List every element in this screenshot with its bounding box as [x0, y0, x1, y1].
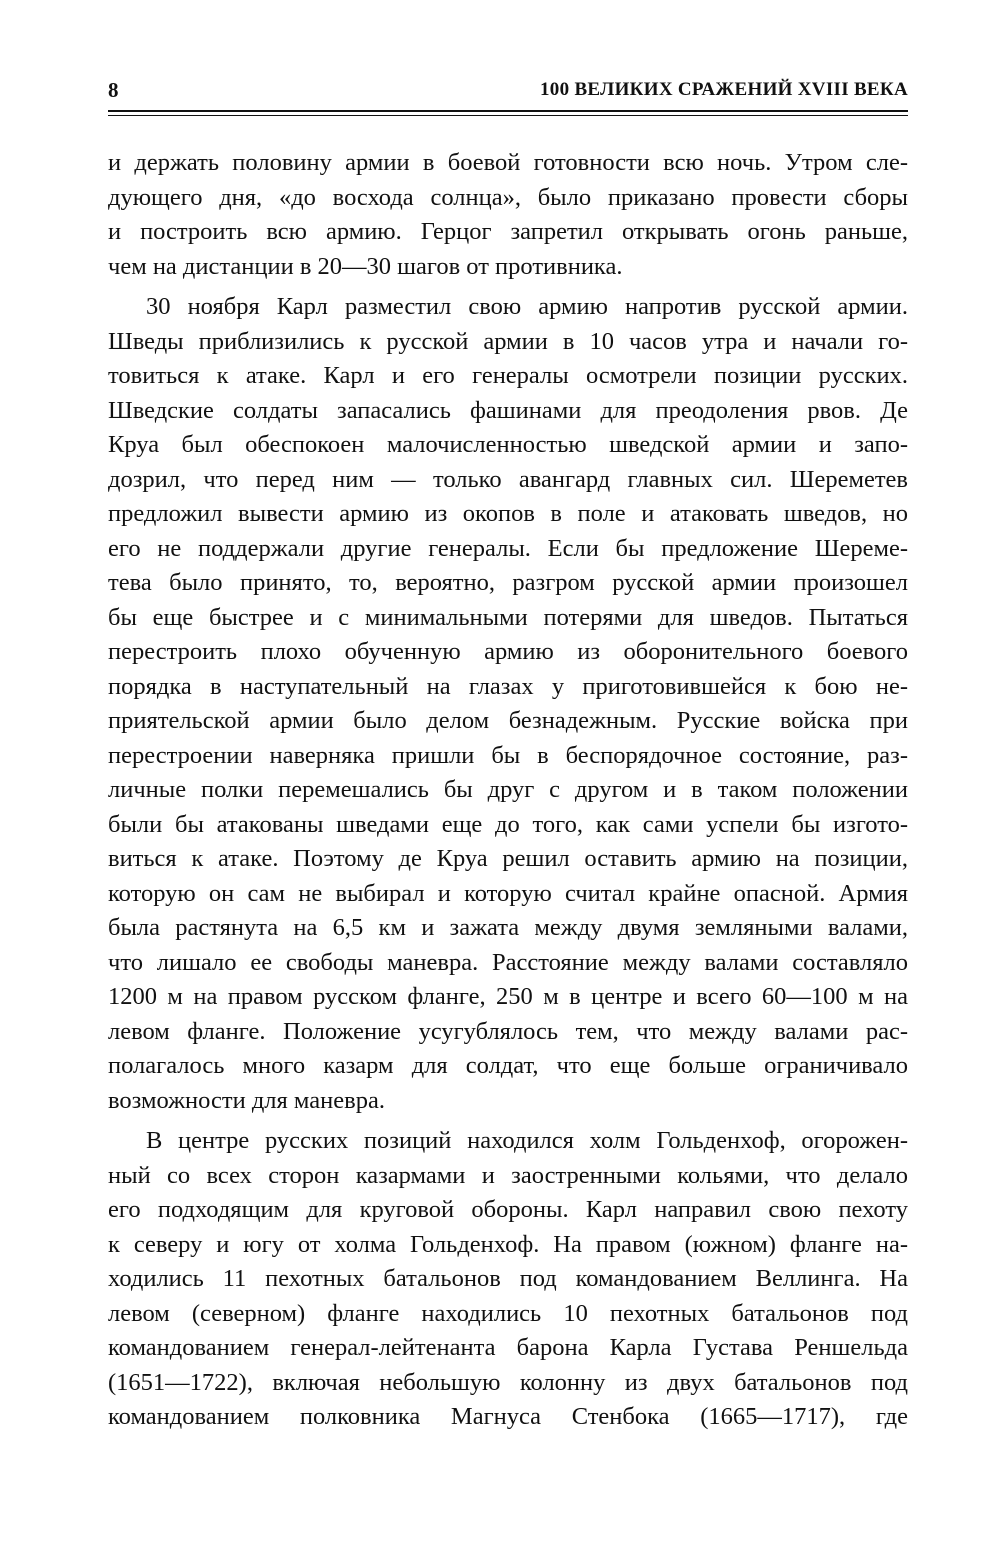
header-rule-thick — [108, 110, 908, 112]
text-line: порядка в наступательный на глазах у приготовившейся к бою не- — [108, 672, 908, 700]
running-head — [108, 76, 908, 104]
text-line: командованием генерал-лейтенанта барона Карла Густава Реншельда — [108, 1334, 908, 1361]
text-line: бы еще быстрее и с минимальными потерями для шведов. Пытаться — [108, 603, 908, 631]
text-line: командованием полковника Магнуса Стенбока (1665—1717), где — [108, 1403, 908, 1430]
header-rule-thin — [108, 115, 908, 116]
text-line: и построить всю армию. Герцог запретил открывать огонь раньше, — [108, 218, 908, 245]
text-line: 30 ноября Карл разместил свою армию напротив русской армии. — [146, 293, 908, 320]
text-line: Круа был обеспокоен малочисленностью шведской армии и запо- — [108, 431, 908, 458]
text-line: его не поддержали другие генералы. Если бы предложение Шереме- — [108, 534, 908, 562]
paragraph — [108, 1118, 908, 1435]
body-text — [108, 146, 908, 1435]
text-line: личные полки перемешались бы друг с другом и в таком положении — [108, 776, 908, 803]
text-line: товиться к атаке. Карл и его генералы осмотрели позиции русских. — [108, 362, 908, 389]
text-line: виться к атаке. Поэтому де Круа решил оставить армию на позиции, — [108, 845, 908, 872]
text-line: 1200 м на правом русском фланге, 250 м в центре и всего 60—100 м на — [108, 983, 908, 1010]
text-line: тева было принято, то, вероятно, разгром русской армии произошел — [108, 569, 908, 596]
text-line: перестроении наверняка пришли бы в беспорядочное состояние, раз- — [108, 741, 908, 769]
page-number: 8 — [108, 78, 119, 102]
text-line: была растянута на 6,5 км и зажата между двумя земляными валами, — [108, 914, 908, 941]
text-line: ный со всех сторон казармами и заостренными кольями, что делало — [108, 1161, 908, 1189]
text-line: что лишало ее свободы маневра. Расстояние между валами составляло — [108, 948, 908, 976]
paragraph — [108, 146, 908, 284]
text-line: перестроить плохо обученную армию из оборонительного боевого — [108, 638, 908, 665]
book-title: 100 ВЕЛИКИХ СРАЖЕНИЙ XVIII ВЕКА — [540, 79, 908, 100]
text-line: к северу и югу от холма Гольденхоф. На правом (южном) фланге на- — [108, 1230, 908, 1258]
text-line: Шведские солдаты запасались фашинами для преодоления рвов. Де — [108, 396, 908, 424]
text-line: В центре русских позиций находился холм Гольденхоф, огорожен- — [146, 1127, 908, 1154]
text-line: дующего дня, «до восхода солнца», было приказано провести сборы — [108, 183, 908, 211]
text-line: левом (северном) фланге находились 10 пехотных батальонов под — [108, 1299, 908, 1327]
text-line: дозрил, что перед ним — только авангард главных сил. Шереметев — [108, 465, 908, 493]
text-line: были бы атакованы шведами еще до того, как сами успели бы изгото- — [108, 810, 908, 838]
text-line: чем на дистанции в 20—30 шагов от противника. — [108, 252, 623, 280]
text-line: возможности для маневра. — [108, 1086, 385, 1114]
paragraph — [108, 284, 908, 1118]
text-line: которую он сам не выбирал и которую считал крайне опасной. Армия — [108, 879, 908, 907]
text-line: ходились 11 пехотных батальонов под командованием Веллинга. На — [108, 1265, 908, 1292]
text-line: предложил вывести армию из окопов в поле и атаковать шведов, но — [108, 500, 908, 527]
text-line: (1651—1722), включая небольшую колонну из двух батальонов под — [108, 1368, 908, 1396]
text-line: и держать половину армии в боевой готовности всю ночь. Утром сле- — [108, 149, 908, 176]
text-line: левом фланге. Положение усугублялось тем, что между валами рас- — [108, 1017, 908, 1045]
text-line: приятельской армии было делом безнадежным. Русские войска при — [108, 707, 908, 734]
text-line: Шведы приблизились к русской армии в 10 часов утра и начали го- — [108, 327, 908, 355]
text-line: его подходящим для круговой обороны. Карл направил свою пехоту — [108, 1196, 908, 1223]
text-line: полагалось много казарм для солдат, что еще больше ограничивало — [108, 1052, 908, 1079]
